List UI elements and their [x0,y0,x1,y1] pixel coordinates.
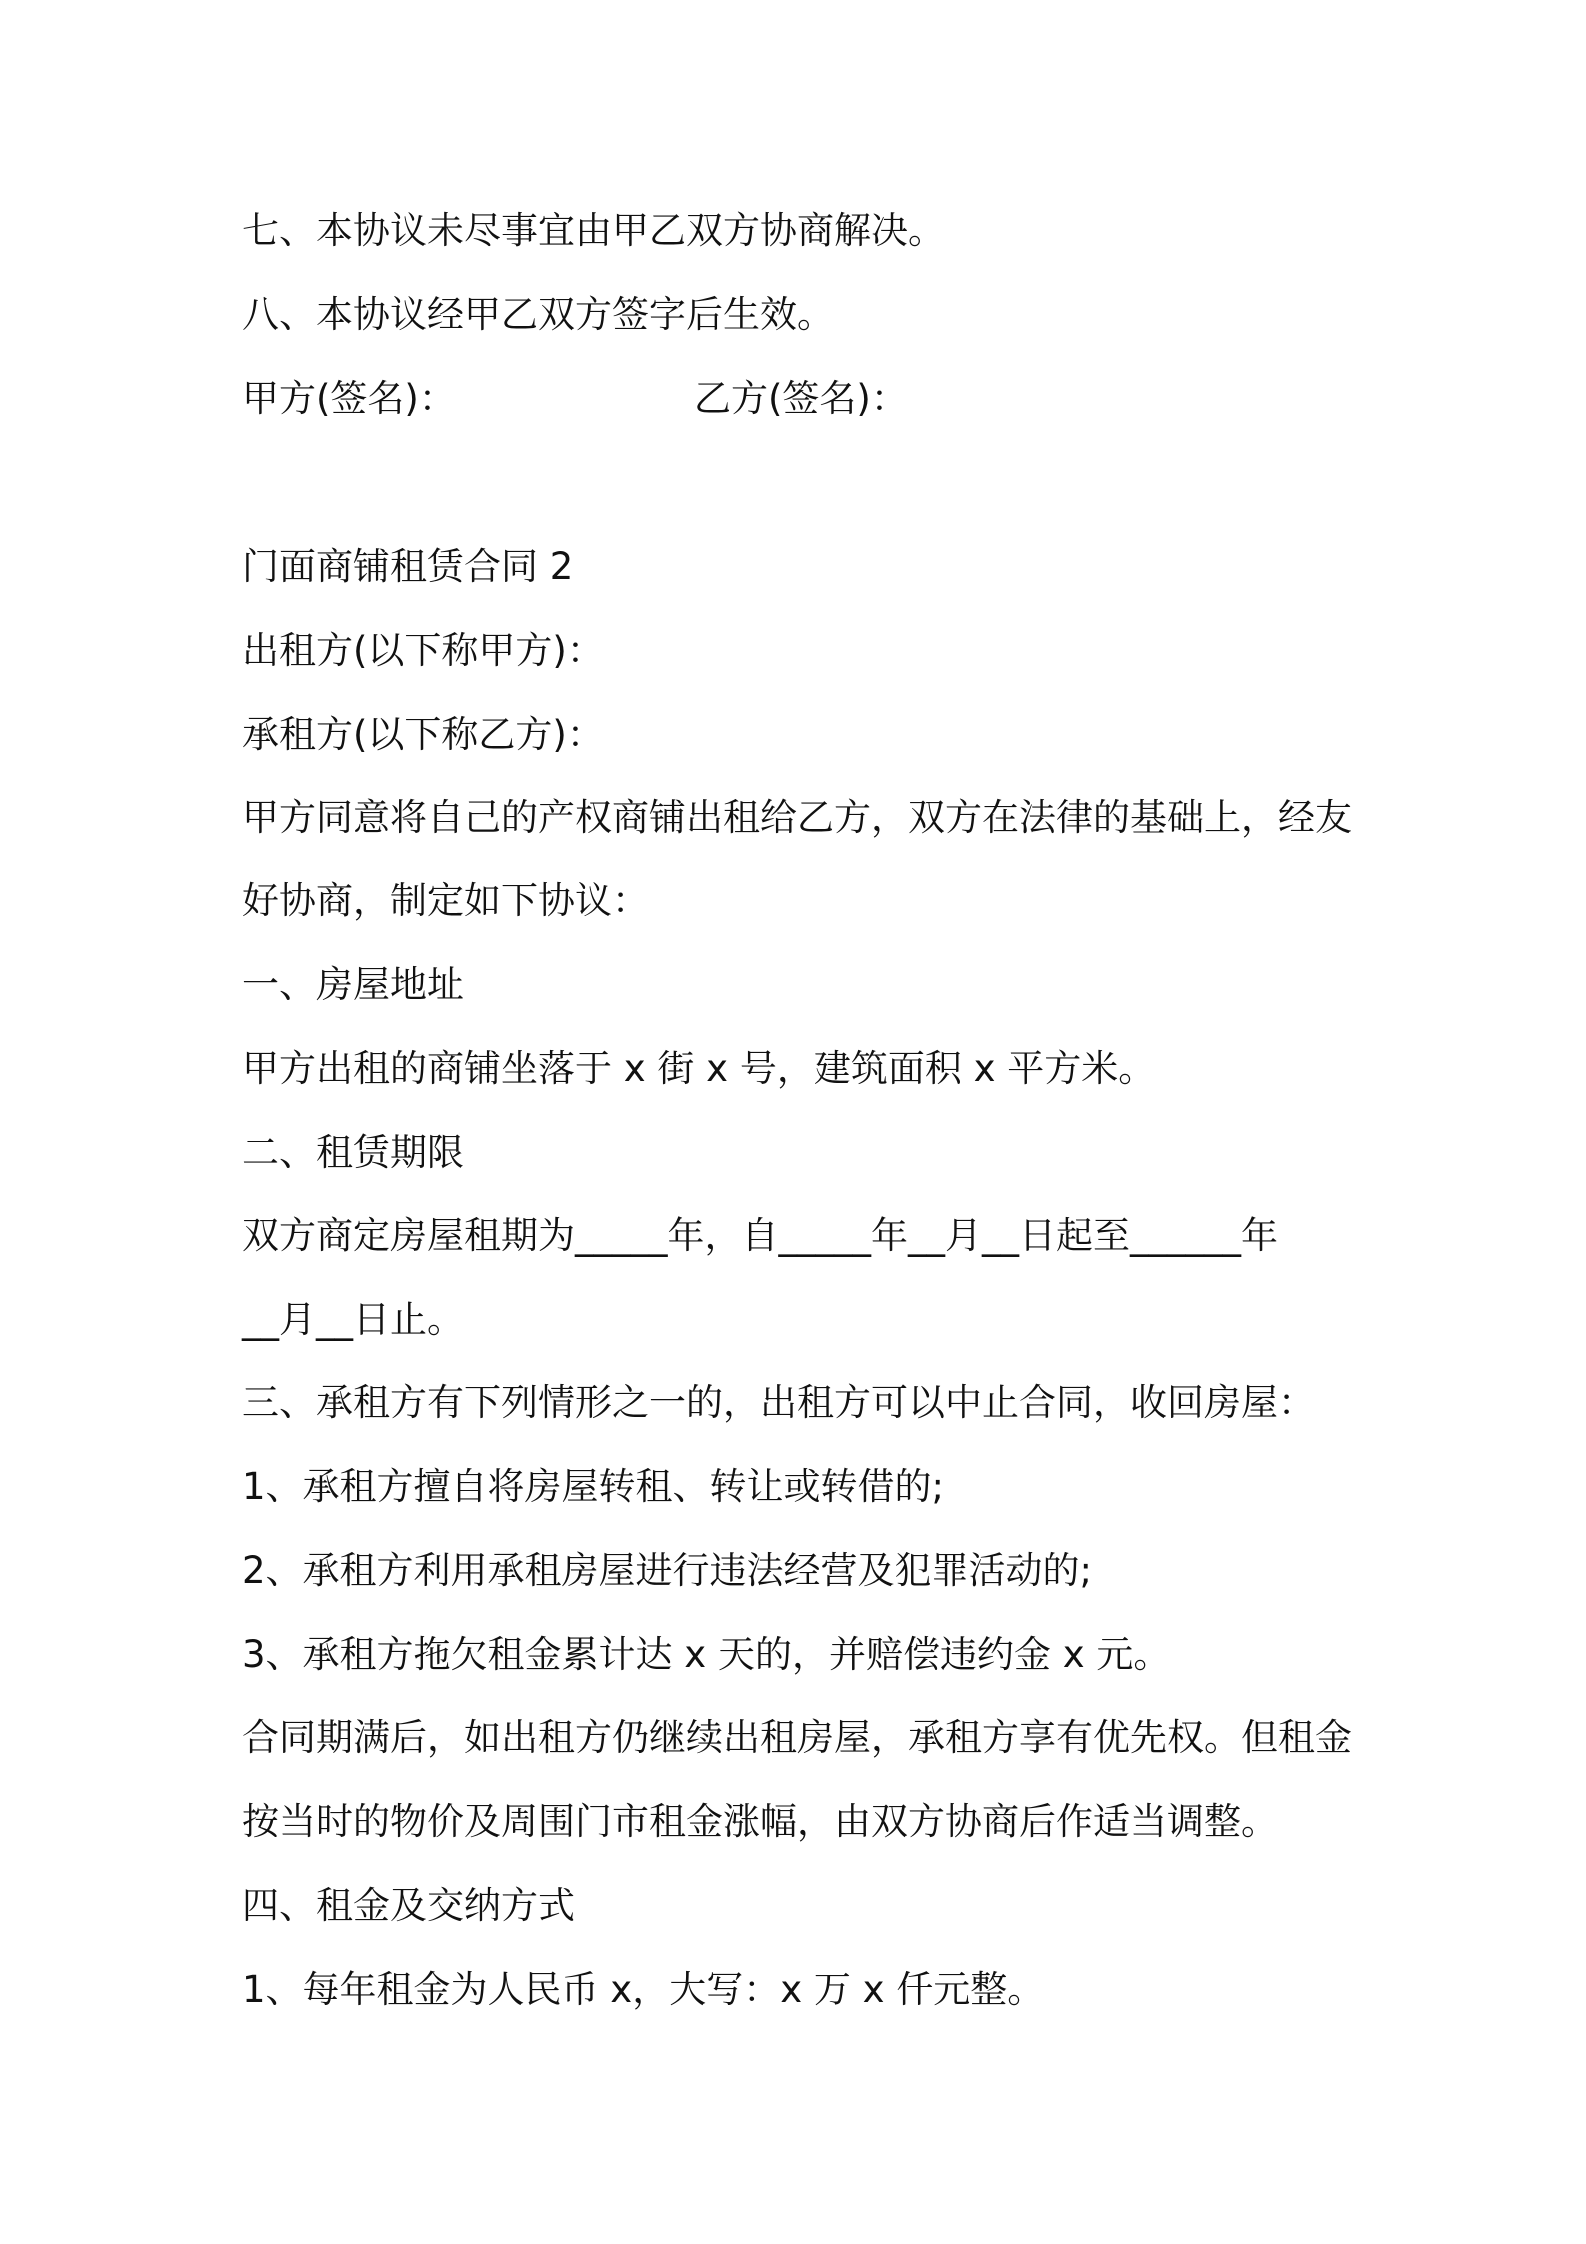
section-3-item-3: 3、承租方拖欠租金累计达 x 天的，并赔偿违约金 x 元。 [242,1633,1171,1676]
clause-8: 八、本协议经甲乙双方签字后生效。 [242,293,834,336]
renewal-paragraph-line-2: 按当时的物价及周围门市租金涨幅，由双方协商后作适当调整。 [242,1800,1278,1843]
lessee-line: 承租方(以下称乙方)： [242,713,604,756]
section-3-heading: 三、承租方有下列情形之一的，出租方可以中止合同，收回房屋： [242,1381,1315,1424]
section-1-body: 甲方出租的商铺坐落于 x 街 x 号，建筑面积 x 平方米。 [242,1047,1156,1090]
lessor-line: 出租方(以下称甲方)： [242,629,604,672]
section-2-heading: 二、租赁期限 [242,1131,464,1174]
intro-paragraph-line-1: 甲方同意将自己的产权商铺出租给乙方，双方在法律的基础上，经友 [242,796,1352,839]
section-3-item-2: 2、承租方利用承租房屋进行违法经营及犯罪活动的; [242,1549,1093,1592]
intro-paragraph-line-2: 好协商，制定如下协议： [242,879,649,922]
renewal-paragraph-line-1: 合同期满后，如出租方仍继续出租房屋，承租方享有优先权。但租金 [242,1716,1352,1759]
section-4-heading: 四、租金及交纳方式 [242,1884,575,1927]
section-2-body-line-1: 双方商定房屋租期为_____年，自_____年__月__日起至______年 [242,1214,1278,1257]
section-3-item-1: 1、承租方擅自将房屋转租、转让或转借的; [242,1465,945,1508]
signature-party-b: 乙方(签名)： [694,377,908,420]
clause-7: 七、本协议未尽事宜由甲乙双方协商解决。 [242,209,945,252]
signature-party-a: 甲方(签名)： [242,377,456,420]
section-1-heading: 一、房屋地址 [242,963,464,1006]
section-4-item-1: 1、每年租金为人民币 x，大写：x 万 x 仟元整。 [242,1968,1045,2011]
section-2-body-line-2: __月__日止。 [242,1298,464,1341]
contract-title: 门面商铺租赁合同 2 [242,545,574,588]
